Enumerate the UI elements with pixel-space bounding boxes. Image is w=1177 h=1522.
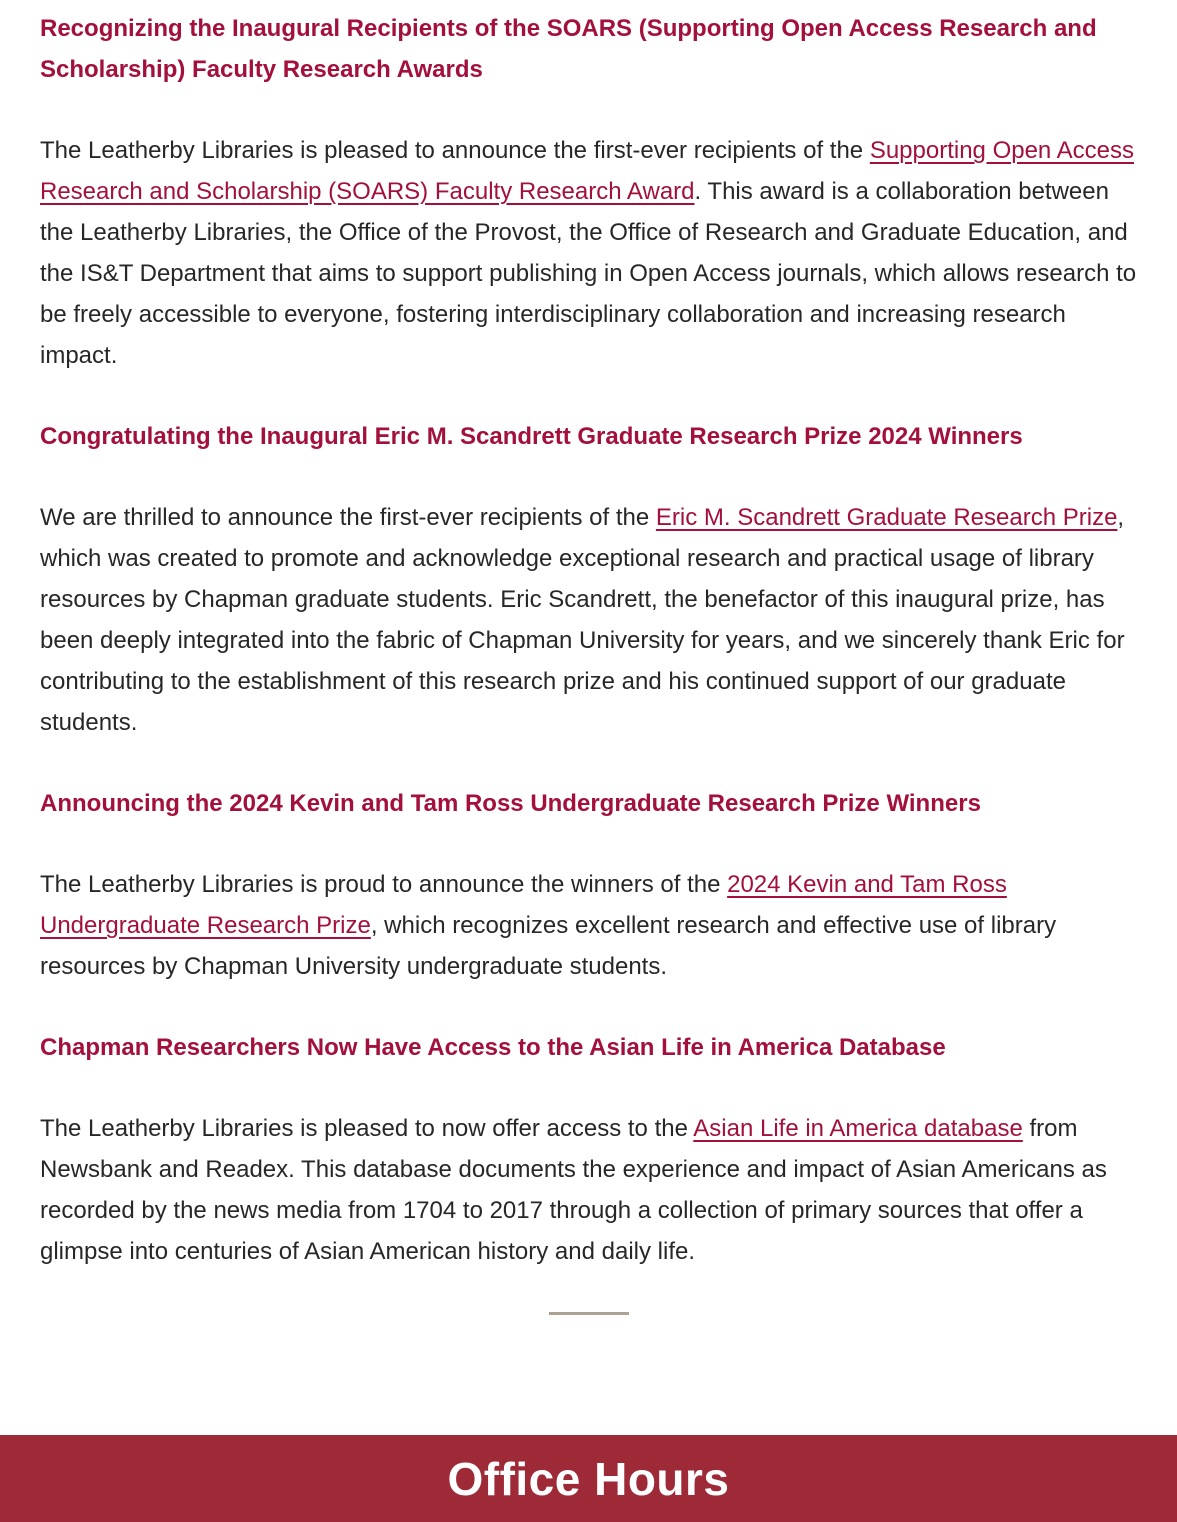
office-hours-banner: [0, 1435, 1177, 1522]
paragraph-text: , which was created to promote and acknowledge exceptional research and practical usage of library resources by Chapman graduate students. Eric Scandrett, the benefactor of this inaugural prize, has been deeply integrated into the fabric of Chapman University for years, and we sincerely thank Eric for contributing to the establishment of this research prize and his continued support of our graduate students.: [40, 504, 1125, 736]
ross-prize-link[interactable]: 2024 Kevin and Tam Ross Undergraduate Research Prize: [40, 871, 1007, 939]
section-paragraph: [40, 1108, 1137, 1272]
divider-line: [549, 1312, 629, 1315]
paragraph-text: The Leatherby Libraries is proud to announce the winners of the: [40, 871, 728, 898]
section-heading: Announcing the 2024 Kevin and Tam Ross Undergraduate Research Prize Winners: [40, 790, 981, 817]
paragraph-text: from Newsbank and Readex. This database documents the experience and impact of Asian Americans as recorded by the news media from 1704 to 2017 through a collection of primary sources that offer a glimpse into centuries of Asian American history and daily life.: [40, 1115, 1107, 1265]
asian-life-database-link[interactable]: Asian Life in America database: [693, 1115, 1023, 1142]
content-divider: [0, 1311, 1177, 1315]
paragraph-text: , which recognizes excellent research and effective use of library resources by Chapman University undergraduate students.: [40, 912, 1057, 980]
section-heading: Chapman Researchers Now Have Access to the Asian Life in America Database: [40, 1034, 946, 1061]
paragraph-text: The Leatherby Libraries is pleased to announce the first-ever recipients of the: [40, 137, 870, 164]
section-paragraph: [40, 497, 1137, 743]
paragraph-text: . This award is a collaboration between the Leatherby Libraries, the Office of the Provost, the Office of Research and Graduate Education, and the IS&T Department that aims to support publishing in Open Access journals, which allows research to be freely accessible to everyone, fostering interdisciplinary collaboration and increasing research impact.: [40, 178, 1137, 369]
paragraph-text: The Leatherby Libraries is pleased to now offer access to the: [40, 1115, 694, 1142]
soars-award-link[interactable]: Supporting Open Access Research and Scholarship (SOARS) Faculty Research Award: [40, 137, 1134, 205]
section-paragraph: [40, 130, 1137, 376]
office-hours-title: Office Hours: [447, 1452, 730, 1505]
scandrett-prize-link[interactable]: Eric M. Scandrett Graduate Research Prize: [655, 504, 1118, 531]
section-heading: Recognizing the Inaugural Recipients of the SOARS (Supporting Open Access Research and Scholarship) Faculty Research Awards: [40, 15, 1097, 83]
paragraph-text: We are thrilled to announce the first-ever recipients of the: [40, 504, 656, 531]
section-heading: Congratulating the Inaugural Eric M. Scandrett Graduate Research Prize 2024 Winners: [40, 423, 1023, 450]
section-paragraph: [40, 864, 1137, 987]
